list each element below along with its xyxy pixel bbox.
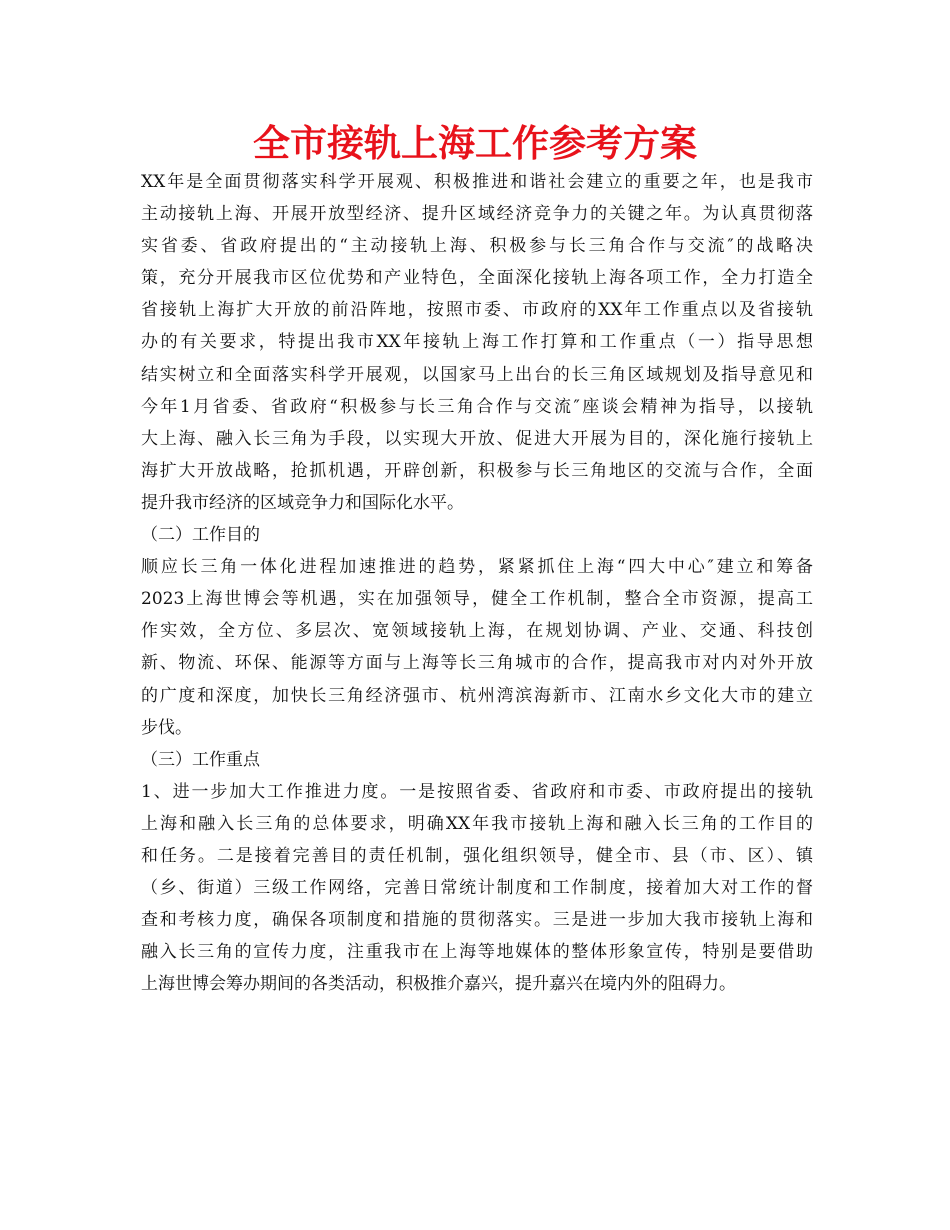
text-line: 上海和融入长三角的总体要求，明确XX年我市接轨上海和融入长三角的工作目的	[141, 813, 813, 834]
text-line: 作实效，全方位、多层次、宽领域接轨上海，在规划协调、产业、交通、科技创	[141, 621, 813, 642]
text-line: （二）工作目的	[141, 525, 260, 546]
text-line: 顺应长三角一体化进程加速推进的趋势，紧紧抓住上海“四大中心″建立和筹备	[141, 557, 813, 578]
text-line: 1、进一步加大工作推进力度。一是按照省委、省政府和市委、市政府提出的接轨	[141, 781, 813, 802]
text-line: 实省委、省政府提出的“主动接轨上海、积极参与长三角合作与交流″的战略决	[141, 236, 813, 257]
text-line: 主动接轨上海、开展开放型经济、提升区域经济竞争力的关键之年。为认真贯彻落	[141, 204, 813, 225]
text-line: 策，充分开展我市区位优势和产业特色，全面深化接轨上海各项工作，全力打造全	[141, 268, 813, 289]
text-line: 结实树立和全面落实科学开展观，以国家马上出台的长三角区域规划及指导意见和	[141, 364, 813, 385]
text-line: 融入长三角的宣传力度，注重我市在上海等地媒体的整体形象宣传，特别是要借助	[141, 942, 813, 963]
document-title: 全市接轨上海工作参考方案	[253, 122, 697, 165]
text-line: 2023上海世博会等机遇，实在加强领导，健全工作机制，整合全市资源，提高工	[141, 589, 813, 610]
text-line: 和任务。二是接着完善目的责任机制，强化组织领导，健全市、县（市、区）、镇	[141, 845, 813, 866]
text-line: 步伐。	[141, 717, 192, 738]
text-line: 新、物流、环保、能源等方面与上海等长三角城市的合作，提高我市对内对外开放	[141, 653, 813, 674]
text-line: 大上海、融入长三角为手段，以实现大开放、促进大开展为目的，深化施行接轨上	[141, 428, 813, 449]
text-line: 查和考核力度，确保各项制度和措施的贯彻落实。三是进一步加大我市接轨上海和	[141, 910, 813, 931]
document-body	[141, 166, 813, 1000]
text-line: 上海世博会筹办期间的各类活动，积极推介嘉兴，提升嘉兴在境内外的阻碍力。	[141, 974, 736, 995]
text-line: 海扩大开放战略，抢抓机遇，开辟创新，积极参与长三角地区的交流与合作，全面	[141, 460, 813, 481]
text-line: XX年是全面贯彻落实科学开展观、积极推进和谐社会建立的重要之年，也是我市	[141, 172, 813, 192]
text-line: （乡、街道）三级工作网络，完善日常统计制度和工作制度，接着加大对工作的督	[141, 878, 813, 899]
text-line: 今年1月省委、省政府“积极参与长三角合作与交流″座谈会精神为指导，以接轨	[141, 396, 813, 417]
text-line: 的广度和深度，加快长三角经济强市、杭州湾滨海新市、江南水乡文化大市的建立	[141, 685, 813, 706]
text-line: 省接轨上海扩大开放的前沿阵地，按照市委、市政府的XX年工作重点以及省接轨	[141, 300, 813, 321]
text-line: 提升我市经济的区域竞争力和国际化水平。	[141, 492, 464, 513]
text-line: （三）工作重点	[141, 749, 260, 770]
text-line: 办的有关要求，特提出我市XX年接轨上海工作打算和工作重点（一）指导思想	[141, 332, 813, 353]
